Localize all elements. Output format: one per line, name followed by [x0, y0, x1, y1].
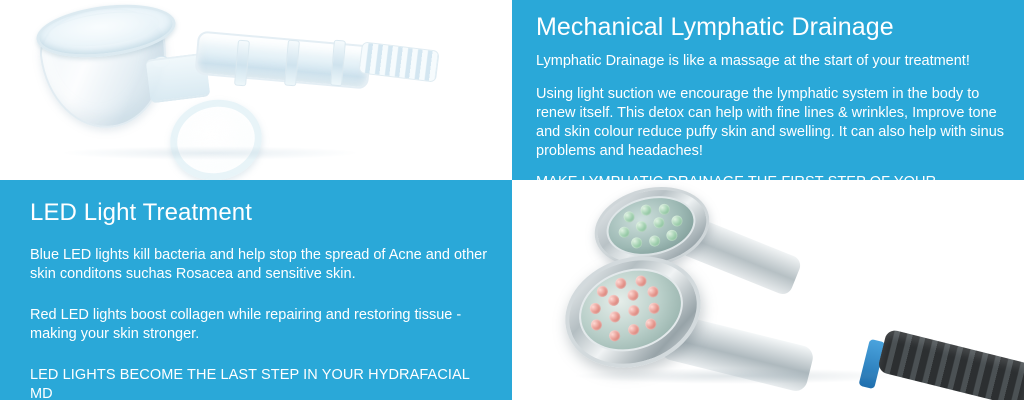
led-dot — [630, 236, 643, 249]
product-shadow — [572, 368, 902, 384]
lymphatic-drainage-lede: Lymphatic Drainage is like a massage at the start of your treatment! — [536, 53, 970, 69]
led-dot — [648, 235, 661, 248]
glass-tube — [194, 31, 371, 90]
led-red-paragraph: Red LED lights boost collagen while repairing and restoring tissue - making your skin stronger. — [30, 307, 462, 342]
led-dot — [635, 220, 648, 233]
led-dot — [618, 226, 631, 239]
led-dot — [646, 285, 660, 299]
led-dot — [634, 274, 648, 288]
led-dot — [665, 229, 678, 242]
tube-ribbed-tip — [358, 41, 439, 82]
lymphatic-drainage-text-block — [512, 0, 1024, 180]
lymphatic-drainage-heading: Mechanical Lymphatic Drainage — [536, 13, 894, 41]
led-light-heading: LED Light Treatment — [30, 199, 253, 226]
handpiece-cord — [877, 329, 1024, 400]
tube-ring-1 — [234, 40, 250, 87]
led-blue-paragraph: Blue LED lights kill bacteria and help stop the spread of Acne and other skin conditons suchas Rosacea and sensitive skin. — [30, 247, 488, 282]
led-dot — [627, 304, 641, 318]
led-dot — [627, 323, 641, 337]
led-dot — [608, 329, 622, 343]
led-light-callout: LED LIGHTS BECOME THE LAST STEP IN YOUR HYDRAFACIAL MD — [30, 367, 470, 400]
led-dot — [595, 285, 609, 299]
led-dot — [644, 317, 658, 331]
led-dot — [658, 203, 671, 216]
led-dot — [588, 302, 602, 316]
led-handpieces-photo — [512, 180, 1024, 400]
lymphatic-drainage-paragraph: Using light suction we encourage the lymphatic system in the body to renew itself. This detox can help with fine lines & wrinkles, Improve tone and skin colour reduce puffy skin and swelling. It can also help with sinus problems and headaches! — [536, 86, 1005, 159]
glass-ring-accessory — [163, 91, 270, 180]
led-dot — [623, 210, 636, 223]
product-shadow — [60, 146, 360, 160]
led-dot — [647, 301, 661, 315]
led-dot — [608, 310, 622, 324]
led-dot — [671, 214, 684, 227]
vacuum-handpiece-photo — [0, 0, 512, 180]
led-light-text-block — [0, 180, 512, 400]
led-dot — [589, 318, 603, 332]
led-dot — [652, 216, 665, 229]
led-dot — [607, 293, 621, 307]
led-dot — [626, 288, 640, 302]
led-dot — [614, 276, 628, 290]
led-dot — [640, 204, 653, 217]
